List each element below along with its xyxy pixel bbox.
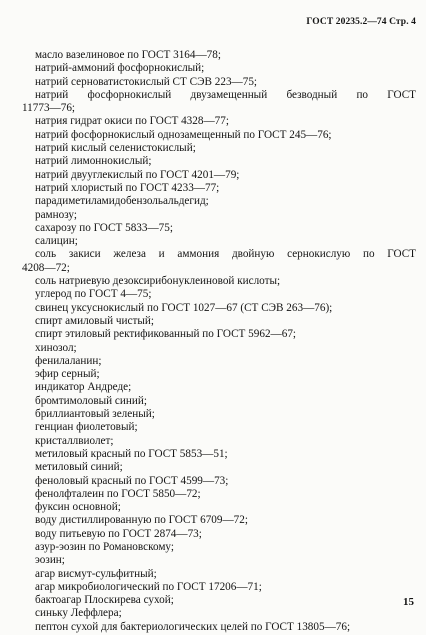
text-line: воду дистиллированную по ГОСТ 6709—72; (35, 514, 248, 527)
text-line: спирт амиловый чистый; (35, 314, 154, 327)
text-line: свинец уксуснокислый по ГОСТ 1027—67 (СТ СЭВ 263—76); (35, 301, 333, 314)
text-line: кристаллвиолет; (35, 434, 114, 447)
text-line: фенолфталеин по ГОСТ 5850—72; (35, 487, 201, 500)
text-line: рамнозу; (35, 208, 77, 221)
text-line: бактоагар Плоскирева сухой; (35, 594, 174, 607)
text-line: синьку Леффлера; (35, 607, 122, 620)
text-line: генциан фиолетовый; (35, 421, 138, 434)
text-line: феноловый красный по ГОСТ 4599—73; (35, 474, 229, 487)
text-line: хинозол; (35, 341, 77, 354)
text-line: углерод по ГОСТ 4—75; (35, 288, 152, 301)
text-line: натрий лимоннокислый; (35, 155, 152, 168)
text-body (22, 49, 416, 634)
text-line: масло вазелиновое по ГОСТ 3164—78; (35, 49, 221, 61)
text-line: бромтимоловый синий; (35, 394, 147, 407)
text-line: бриллиантовый зеленый; (35, 408, 155, 421)
text-line: сахарозу по ГОСТ 5833—75; (35, 221, 173, 234)
text-line: натрий двууглекислый по ГОСТ 4201—79; (35, 168, 240, 181)
text-line: фуксин основной; (35, 501, 121, 514)
text-line: метиловый красный по ГОСТ 5853—51; (35, 447, 228, 460)
text-line: агар висмут-сульфитный; (35, 567, 157, 580)
text-line: соль натриевую дезоксирибонуклеиновой кислоты; (35, 275, 281, 288)
text-line: натрий хлористый по ГОСТ 4233—77; (35, 181, 220, 194)
text-line: азур-эозин по Романовскому; (35, 540, 174, 553)
text-line: натрий фосфорнокислый однозамещенный по ГОСТ 245—76; (35, 128, 332, 141)
text-line: эозин; (35, 554, 65, 567)
text-line: спирт этиловый ректификованный по ГОСТ 5962—67; (35, 328, 297, 341)
text-line: натрия гидрат окиси по ГОСТ 4328—77; (35, 115, 229, 128)
text-line: эфир серный; (35, 368, 100, 381)
text-line: индикатор Андреде; (35, 381, 132, 394)
text-line: парадиметиламидобензольальдегид; (35, 195, 209, 208)
text-line: 4208—72; (22, 261, 70, 274)
text-line: пептон сухой для бактериологических целей по ГОСТ 13805—76; (35, 620, 351, 633)
page-header: ГОСТ 20235.2—74 Стр. 4 (306, 17, 416, 27)
text-line: метиловый синий; (35, 461, 123, 474)
text-line: натрий серноватистокислый СТ СЭВ 223—75; (35, 75, 258, 88)
text-line: агар микробиологический по ГОСТ 17206—71; (35, 580, 262, 593)
text-line: 11773—76; (22, 102, 76, 115)
text-line: натрий фосфорнокислый двузамещенный безводный по ГОСТ (35, 88, 416, 101)
text-line: воду питьевую по ГОСТ 2874—73; (35, 527, 202, 540)
text-line: натрий-аммоний фосфорнокислый; (35, 62, 205, 75)
text-line: салицин; (35, 235, 78, 248)
text-line: соль закиси железа и аммония двойную сернокислую по ГОСТ (35, 248, 416, 261)
text-line: натрий кислый селенистокислый; (35, 142, 196, 155)
text-line: фенилаланин; (35, 354, 102, 367)
page-number: 15 (403, 596, 414, 608)
